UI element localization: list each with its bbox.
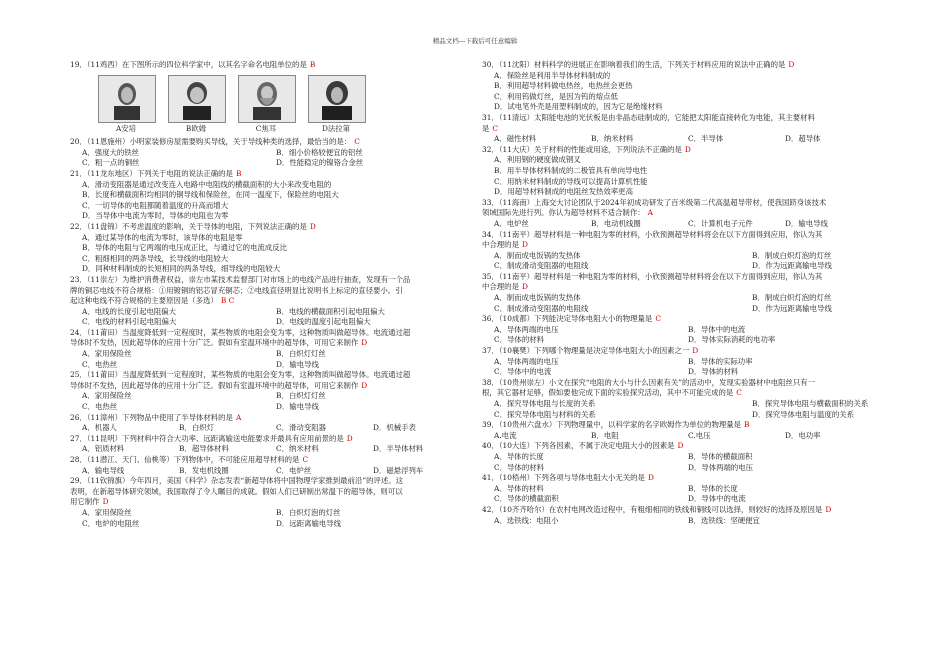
option: A．利用钢的硬度做成钢叉 xyxy=(494,155,581,165)
options: A．铝质材料 B．超导体材料 C．纳米材料 D．半导体材料 xyxy=(82,444,424,454)
left-column xyxy=(70,60,470,529)
portrait-image xyxy=(168,75,226,123)
question-40: 40．（10大连）下列各因素，不属于决定电阻大小的因素是 D xyxy=(482,441,684,451)
option: A．滑动变阻器是通过改变连入电路中电阻线的横截面积的大小来改变电阻的 xyxy=(82,179,332,189)
answer: D xyxy=(684,144,691,154)
portrait-ampere: A安培 xyxy=(98,75,154,135)
options: C．电炉的电阻丝 D．远距离输电导线 xyxy=(82,518,342,528)
options: A．电线的长度引起电阻偏大 B．电线的横截面积引起电阻偏大 xyxy=(82,306,385,316)
question-text: 导体时不发热，因此超导体的应用十分广泛。假如有室温环境中的超导体，可用它来制作 D xyxy=(70,338,368,348)
question-26: 26．（11漳州）下列物品中使用了半导体材料的是 A xyxy=(70,412,242,422)
options: A．制而成电饭锅的发热体 B．制成白炽灯泡的灯丝 xyxy=(494,293,832,303)
question-30: 30．（11沈阳）材料科学的进展正在影响着我们的生活，下列关于材料应用的说法中正确的是 D xyxy=(482,60,795,69)
options: C．粗一点的铜丝 D．性能稳定的镍铬合金丝 xyxy=(82,158,364,168)
question-36: 36．（10成都）下列能决定导体电阻大小的物理量是 C xyxy=(482,314,661,324)
question-38: 38．（10贵州崇左）小文在探究“电阻的大小与什么因素有关”的活动中，发现实验器材中电阻丝只有一 xyxy=(482,377,816,387)
question-31: 31．（11清远）太阳能电池的光伏板是由非晶态硅制成的，它能把太阳能直接转化为电能，其主要材料 xyxy=(482,112,815,122)
answer: C xyxy=(655,314,661,324)
answer: D xyxy=(521,240,528,250)
answer: C xyxy=(354,137,360,147)
options: C．探究导体电阻与材料的关系 D．探究导体电阻与温度的关系 xyxy=(494,409,855,419)
question-39: 39．（10贵州六盘水）下列物理量中，以科学家的名字欧姆作为单位的物理量是 B xyxy=(482,420,750,430)
options: C．导体的横截面积 D．导体中的电流 xyxy=(494,494,746,504)
options: C．电热丝 D．输电导线 xyxy=(82,359,319,369)
answer: D xyxy=(309,221,316,231)
option: D．试电笔外壳是用塑料制成的，因为它是绝缘材料 xyxy=(494,102,663,112)
answer: C xyxy=(302,455,309,464)
question-21: 21．（11龙东地区）下列关于电阻的说法正确的是 B xyxy=(70,168,242,178)
portrait-image xyxy=(98,75,156,123)
options: A．电炉丝 B．电动机线圈 C．计算机电子元件 D．输电导线 xyxy=(494,218,828,228)
question-text: 领域国际先进行列。你认为超导材料不适合制作： A xyxy=(482,208,653,218)
question-28: 28．（11潜江、天门、仙桃等）下列物体中，不可能应用超导材料的是 C xyxy=(70,455,309,464)
question-text: 是 C xyxy=(482,123,499,133)
question-text: 中合理的是 D xyxy=(482,240,528,250)
answer: C xyxy=(736,388,742,398)
question-33: 33．（11海南）上海交大讨论团队于2024年初成功研发了百米级第二代高温超导带材，使我国跻身该技术 xyxy=(482,197,827,207)
answer: D xyxy=(361,338,368,348)
options: C．导体中的电流 D．导体的材料 xyxy=(494,367,739,377)
options: A．导体的材料 B．导体的长度 xyxy=(494,483,738,493)
options: A．家用保险丝 B．白炽灯泡的灯丝 xyxy=(82,507,341,517)
options: C．制成滑动变阻器的电阻线 D．作为远距离输电导线 xyxy=(494,261,832,271)
option: B．长度和横截面积均相同的铜导线和保险丝，在同一温度下，保险丝的电阻大 xyxy=(82,190,339,200)
question-29: 29．（11钦锦旗）今年四月，美国《科学》杂志发表“新超导体将中国物理学家推到最前沿”的评述。这 xyxy=(70,476,404,486)
options: A．输电导线 B．发电机线圈 C．电炉丝 D．磁悬浮列车 xyxy=(82,465,424,475)
option: D．同种材料制成的长短相同的两条导线，细导线的电阻较大 xyxy=(82,264,281,274)
answer: B xyxy=(235,168,242,178)
question-24: 24．（11莆田）当温度降低到一定程度时，某些物质的电阻会变为零，这种物质叫做超导体。电流通过超 xyxy=(70,327,411,337)
option: A．保险丝是利用半导体材料制成的 xyxy=(494,70,611,80)
question-25: 25．（11莆田）当温度降低到一定程度时，某些物质的电阻会变为零，这种物质叫做超导体。电流通过超 xyxy=(70,370,411,380)
question-text: 表明，在新超导体研究领域，我国取得了令人瞩目的成就。假如人们已研制出常温下的超导体，则可以 xyxy=(70,486,403,496)
answer: D xyxy=(788,60,795,69)
options: A．导体的长度 B．导体的横截面积 xyxy=(494,451,753,461)
question-42: 42．（10齐齐哈尔）在农村电网改造过程中，有粗细相同的铁线和铜线可以选择，则较好的选择及原因是 D xyxy=(482,504,832,514)
answer: D xyxy=(361,380,368,390)
question-20: 20．（11恩施州）小明家装修房屋需要购买导线，关于导线种类的选择，最恰当的是： C xyxy=(70,137,360,147)
question-37: 37．（10襄樊）下列哪个物理量是决定导体电阻大小的因素之一 D xyxy=(482,346,699,356)
options: C．制成滑动变阻器的电阻线 D．作为远距离输电导线 xyxy=(494,303,832,313)
answer: B C xyxy=(220,296,235,306)
question-text: 起这种电线不符合规格的主要原因是（多选） B C xyxy=(70,296,235,306)
question-19: 19．（11鸡西）在下图所示的四位科学家中，以其名字命名电阻单位的是 B xyxy=(70,60,316,69)
options: A．导体两端的电压 B．导体中的电流 xyxy=(494,324,746,334)
options: A．制而成电饭锅的发热体 B．制成白炽灯泡的灯丝 xyxy=(494,250,832,260)
answer: A xyxy=(647,208,653,218)
answer: C xyxy=(492,123,499,133)
options: C．导体的材料 D．导体两端的电压 xyxy=(494,462,754,472)
question-27: 27．（11昆明）下列材料中符合大功率、远距离输送电能要求并最具有应用前景的是 D xyxy=(70,433,353,443)
answer: D xyxy=(521,282,528,292)
scientist-portraits xyxy=(98,75,470,135)
answer: D xyxy=(677,441,684,451)
option: C．一切导体的电阻都随着温度的升高而增大 xyxy=(82,200,229,210)
answer: D xyxy=(102,497,109,507)
question-23: 23．（11崇左）为维护消费者权益，崇左市某技术监督部门对市场上的电线产品进行抽查，发现有一个品 xyxy=(70,274,411,284)
portrait-image xyxy=(308,75,366,123)
options: A．家用保险丝 B．白炽灯灯丝 xyxy=(82,391,326,401)
portrait-image xyxy=(238,75,296,123)
options: A．磁性材料 B．纳米材料 C．半导体 D．超导体 xyxy=(494,134,821,144)
portrait-faraday: D法拉第 xyxy=(308,75,364,135)
right-column xyxy=(482,60,882,526)
options: A．导体两端的电压 B．导体的实际功率 xyxy=(494,356,753,366)
question-34: 34．（11南平）超导材料是一种电阻为零的材料，小欣预测超导材料将会在以下方面得到应用，你认为其 xyxy=(482,229,823,239)
option: C．利用钨做灯丝，是因为钨的熔点低 xyxy=(494,91,618,101)
options: C．电线的材料引起电阻偏大 D．电线的温度引起电阻偏大 xyxy=(82,317,371,327)
options: C．导体的材料 D．导体实际消耗的电功率 xyxy=(494,335,776,345)
question-text: 根，其它器材足够，假如要他完成下面的实验探究活动，其中不可能完成的是 C xyxy=(482,388,742,398)
question-41: 41．（10梧州）下列各项与导体电阻大小无关的是 D xyxy=(482,473,654,483)
question-text: 牌的铜芯电线不符合规格：①用镀铜的铝芯冒充铜芯；②电线直径明显比说明书上标定的直径要小。引 xyxy=(70,285,403,295)
answer: B xyxy=(744,420,750,430)
options: A．探究导体电阻与长度的关系 B．探究导体电阻与横截面积的关系 xyxy=(494,399,869,408)
portrait-ohm: B欧姆 xyxy=(168,75,224,135)
page-header: 精品文档---下载后可任意编辑 xyxy=(432,37,518,45)
options: A．强度大的铁丝 B．细小价格较便宜的铝丝 xyxy=(82,147,363,157)
option: A．通过某导体的电流为零时，该导体的电阻是零 xyxy=(82,232,243,242)
answer: D xyxy=(692,346,699,356)
question-22: 22．（11盘锦）不考虑温度的影响，关于导体的电阻，下列说法正确的是 D xyxy=(70,221,316,231)
answer: D xyxy=(825,504,832,514)
options: A.电流 B．电阻 C.电压 D．电功率 xyxy=(494,430,821,440)
answer: D xyxy=(647,473,654,483)
question-35: 35．（11南平）超导材料是一种电阻为零的材料，小欣预测超导材料将会在以下方面得到应用，你认为其 xyxy=(482,271,823,281)
option: B．利用超导材料做电热丝，电热丝会更热 xyxy=(494,81,633,91)
option: B．用半导体材料制成的二极管具有单向导电性 xyxy=(494,165,648,175)
question-text: 导体时不发热，因此超导体的应用十分广泛。假如有室温环境中的超导体，可用它来制作 D xyxy=(70,380,368,390)
options: C．电热丝 D．输电导线 xyxy=(82,402,319,412)
options: A．选铁线：电阻小 B．选铁线：坚硬便宜 xyxy=(494,515,760,525)
answer: B xyxy=(309,60,316,69)
option: B．导体的电阻与它两端的电压成正比，与通过它的电流成反比 xyxy=(82,243,287,253)
answer: D xyxy=(346,433,353,443)
option: C．用纳米材料制成的导线可以提高计算机性能 xyxy=(494,176,648,186)
options: A．家用保险丝 B．白炽灯灯丝 xyxy=(82,349,326,359)
portrait-joule: C焦耳 xyxy=(238,75,294,135)
question-text: 用它制作 D xyxy=(70,497,109,507)
question-32: 32．（11大庆）关于材料的性能或用途，下列说法不正确的是 D xyxy=(482,144,691,154)
option: D．用超导材料制成的电阻丝发热效率更高 xyxy=(494,187,633,197)
option: D．当导体中电流为零时，导体的电阻也为零 xyxy=(82,211,229,221)
options: A．机器人 B．白炽灯 C．滑动变阻器 D．机械手表 xyxy=(82,423,416,433)
answer: A xyxy=(235,412,242,422)
option: C．粗细相同的两条导线，长导线的电阻较大 xyxy=(82,253,229,263)
question-text: 中合理的是 D xyxy=(482,282,528,292)
